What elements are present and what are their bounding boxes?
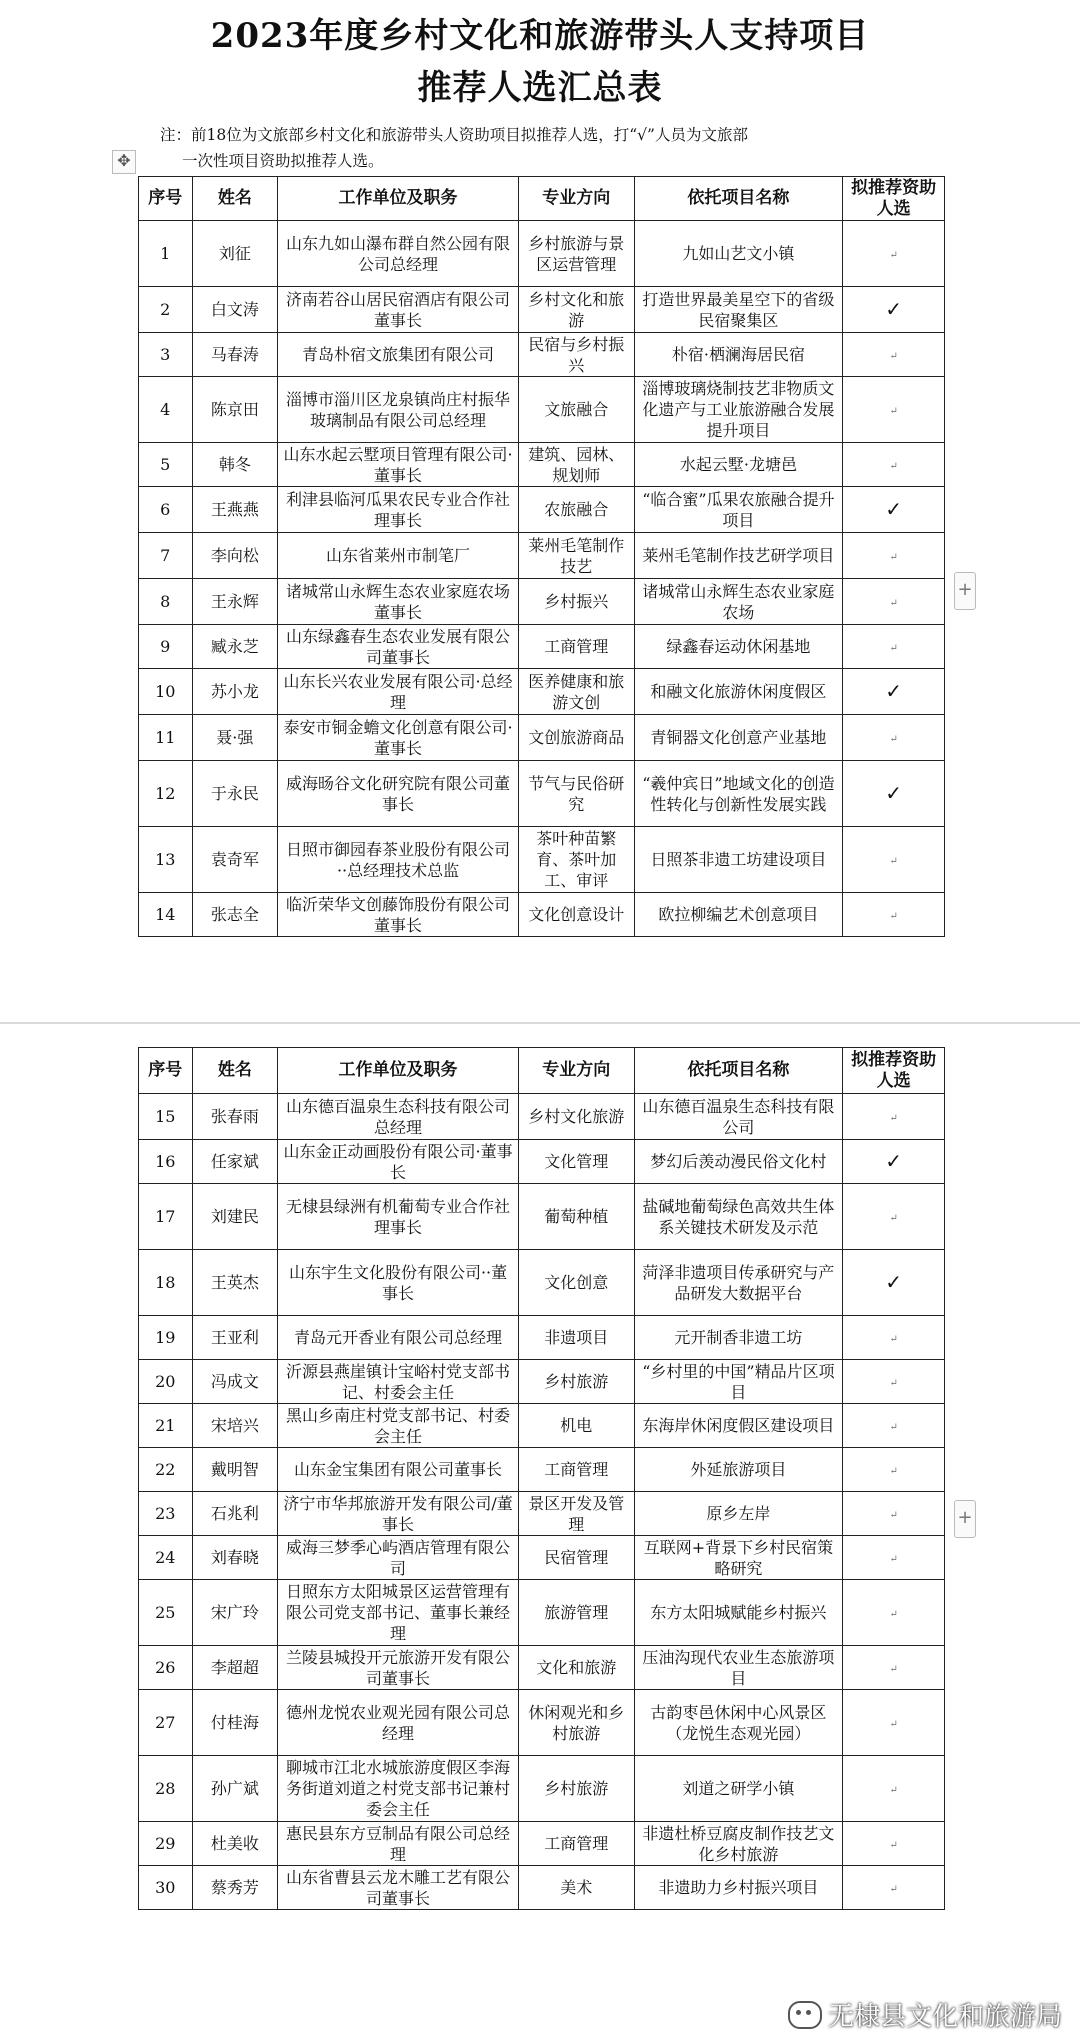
cell-direction: 莱州毛笔制作技艺 <box>518 533 634 579</box>
cell-name: 李超超 <box>192 1646 278 1690</box>
cell-direction: 旅游管理 <box>518 1580 634 1646</box>
watermark-text: 无棣县文化和旅游局 <box>827 2002 1062 2032</box>
cell-mark <box>843 1580 945 1646</box>
cell-direction: 景区开发及管理 <box>518 1492 634 1536</box>
cell-unit: 利津县临河瓜果农民专业合作社理事长 <box>278 487 519 533</box>
cell-unit: 山东水起云墅项目管理有限公司·董事长 <box>278 443 519 487</box>
check-mark-icon: ✓ <box>885 678 903 703</box>
cell-name: 刘征 <box>192 221 278 287</box>
table-row <box>139 625 945 669</box>
cell-direction: 机电 <box>518 1404 634 1448</box>
header-unit: 工作单位及职务 <box>278 1048 519 1094</box>
table-row <box>139 377 945 443</box>
header-mark: 拟推荐资助人选 <box>843 1048 945 1094</box>
cell-unit: 聊城市江北水城旅游度假区李海务街道刘道之村党支部书记兼村委会主任 <box>278 1756 519 1822</box>
table-row <box>139 221 945 287</box>
cell-direction: 乡村振兴 <box>518 579 634 625</box>
cell-direction: 民宿与乡村振兴 <box>518 333 634 377</box>
cell-mark <box>843 1094 945 1140</box>
paragraph-mark-icon: ↵ <box>889 1608 898 1620</box>
table-row <box>139 1866 945 1910</box>
cell-unit: 临沂荣华文创藤饰股份有限公司董事长 <box>278 893 519 937</box>
cell-project: 九如山艺文小镇 <box>634 221 843 287</box>
cell-name: 刘建民 <box>192 1184 278 1250</box>
cell-mark <box>843 1536 945 1580</box>
paragraph-mark-icon: ↵ <box>889 733 898 745</box>
cell-no: 18 <box>139 1250 193 1316</box>
paragraph-mark-icon: ↵ <box>889 597 898 609</box>
candidates-table-1 <box>138 176 945 937</box>
table-row <box>139 443 945 487</box>
cell-name: 冯成文 <box>192 1360 278 1404</box>
cell-no: 17 <box>139 1184 193 1250</box>
table-row <box>139 287 945 333</box>
table-row <box>139 1094 945 1140</box>
cell-mark <box>843 579 945 625</box>
cell-no: 3 <box>139 333 193 377</box>
cell-direction: 民宿管理 <box>518 1536 634 1580</box>
header-direction: 专业方向 <box>518 1048 634 1094</box>
cell-no: 2 <box>139 287 193 333</box>
cell-project: 和融文化旅游休闲度假区 <box>634 669 843 715</box>
paragraph-mark-icon: ↵ <box>889 1377 898 1389</box>
cell-mark <box>843 333 945 377</box>
table-row <box>139 533 945 579</box>
cell-mark <box>843 1360 945 1404</box>
cell-project: “临合蜜”瓜果农旅融合提升项目 <box>634 487 843 533</box>
cell-name: 王永辉 <box>192 579 278 625</box>
cell-unit: 惠民县东方豆制品有限公司总经理 <box>278 1822 519 1866</box>
cell-mark <box>843 1646 945 1690</box>
cell-mark <box>843 1492 945 1536</box>
cell-mark <box>843 827 945 893</box>
paragraph-mark-icon: ↵ <box>889 1333 898 1345</box>
paragraph-mark-icon: ↵ <box>889 910 898 922</box>
cell-no: 9 <box>139 625 193 669</box>
cell-mark <box>843 1756 945 1822</box>
cell-direction: 乡村文化旅游 <box>518 1094 634 1140</box>
cell-name: 张春雨 <box>192 1094 278 1140</box>
table-row <box>139 1184 945 1250</box>
cell-direction: 工商管理 <box>518 1448 634 1492</box>
document-title: 2023年度乡村文化和旅游带头人支持项目 <box>210 16 870 56</box>
cell-mark <box>843 1184 945 1250</box>
cell-project: 日照茶非遗工坊建设项目 <box>634 827 843 893</box>
paragraph-mark-icon: ↵ <box>889 1553 898 1565</box>
cell-unit: 青岛元开香业有限公司总经理 <box>278 1316 519 1360</box>
cell-name: 苏小龙 <box>192 669 278 715</box>
cell-unit: 山东金宝集团有限公司董事长 <box>278 1448 519 1492</box>
cell-unit: 山东九如山瀑布群自然公园有限公司总经理 <box>278 221 519 287</box>
cell-direction: 葡萄种植 <box>518 1184 634 1250</box>
cell-mark <box>843 1404 945 1448</box>
note-line-1: 注：前18位为文旅部乡村文化和旅游带头人资助项目拟推荐人选，打“√”人员为文旅部 <box>160 126 748 144</box>
cell-project: 山东德百温泉生态科技有限公司 <box>634 1094 843 1140</box>
cell-project: 非遗助力乡村振兴项目 <box>634 1866 843 1910</box>
cell-name: 臧永芝 <box>192 625 278 669</box>
cell-direction: 美术 <box>518 1866 634 1910</box>
cell-project: 朴宿·栖澜海居民宿 <box>634 333 843 377</box>
table-row <box>139 1250 945 1316</box>
table-row <box>139 1536 945 1580</box>
cell-mark <box>843 1140 945 1184</box>
paragraph-mark-icon: ↵ <box>889 1663 898 1675</box>
cell-unit: 无棣县绿洲有机葡萄专业合作社理事长 <box>278 1184 519 1250</box>
cell-project: 元开制香非遗工坊 <box>634 1316 843 1360</box>
cell-mark <box>843 377 945 443</box>
cell-mark <box>843 1448 945 1492</box>
cell-mark <box>843 443 945 487</box>
check-mark-icon: ✓ <box>885 296 903 321</box>
cell-name: 石兆利 <box>192 1492 278 1536</box>
paragraph-mark-icon: ↵ <box>889 1718 898 1730</box>
cell-unit: 山东长兴农业发展有限公司·总经理 <box>278 669 519 715</box>
check-mark-icon: ✓ <box>885 496 903 521</box>
table-row <box>139 1492 945 1536</box>
cell-direction: 节气与民俗研究 <box>518 761 634 827</box>
cell-direction: 农旅融合 <box>518 487 634 533</box>
table-row <box>139 1448 945 1492</box>
paragraph-mark-icon: ↵ <box>889 1839 898 1851</box>
check-mark-icon: ✓ <box>885 1148 903 1173</box>
cell-project: 梦幻后羡动漫民俗文化村 <box>634 1140 843 1184</box>
cell-name: 孙广斌 <box>192 1756 278 1822</box>
table-row <box>139 715 945 761</box>
cell-mark <box>843 1250 945 1316</box>
note-text <box>160 122 930 174</box>
table-row <box>139 1756 945 1822</box>
cell-mark <box>843 287 945 333</box>
cell-mark <box>843 715 945 761</box>
cell-name: 聂·强 <box>192 715 278 761</box>
cell-name: 宋广玲 <box>192 1580 278 1646</box>
cell-name: 任家斌 <box>192 1140 278 1184</box>
cell-project: 原乡左岸 <box>634 1492 843 1536</box>
paragraph-mark-icon: ↵ <box>889 460 898 472</box>
cell-no: 25 <box>139 1580 193 1646</box>
cell-no: 7 <box>139 533 193 579</box>
cell-project: 刘道之研学小镇 <box>634 1756 843 1822</box>
check-mark-icon: ✓ <box>885 1269 903 1294</box>
cell-mark <box>843 487 945 533</box>
cell-unit: 山东省曹县云龙木雕工艺有限公司董事长 <box>278 1866 519 1910</box>
cell-project: 莱州毛笔制作技艺研学项目 <box>634 533 843 579</box>
paragraph-mark-icon: ↵ <box>889 551 898 563</box>
candidates-table-2 <box>138 1047 945 1910</box>
cell-name: 白文涛 <box>192 287 278 333</box>
cell-no: 20 <box>139 1360 193 1404</box>
cell-name: 杜美收 <box>192 1822 278 1866</box>
cell-direction: 文旅融合 <box>518 377 634 443</box>
header-no: 序号 <box>139 177 193 221</box>
cell-no: 4 <box>139 377 193 443</box>
table-row <box>139 761 945 827</box>
cell-project: 东海岸休闲度假区建设项目 <box>634 1404 843 1448</box>
cell-direction: 文化创意设计 <box>518 893 634 937</box>
paragraph-mark-icon: ↵ <box>889 1509 898 1521</box>
cell-mark <box>843 1316 945 1360</box>
cell-project: 盐碱地葡萄绿色高效共生体系关键技术研发及示范 <box>634 1184 843 1250</box>
table-row <box>139 1822 945 1866</box>
cell-no: 14 <box>139 893 193 937</box>
cell-name: 于永民 <box>192 761 278 827</box>
table-row <box>139 1404 945 1448</box>
table-row <box>139 333 945 377</box>
header-name: 姓名 <box>192 1048 278 1094</box>
cell-unit: 泰安市铜金蟾文化创意有限公司·董事长 <box>278 715 519 761</box>
paragraph-mark-icon: ↵ <box>889 1883 898 1895</box>
cell-project: 诸城常山永辉生态农业家庭农场 <box>634 579 843 625</box>
paragraph-mark-icon: ↵ <box>889 405 898 417</box>
cell-unit: 山东省莱州市制笔厂 <box>278 533 519 579</box>
table-row <box>139 1316 945 1360</box>
publisher-watermark <box>788 1996 1062 2033</box>
cell-no: 6 <box>139 487 193 533</box>
cell-unit: 黑山乡南庄村党支部书记、村委会主任 <box>278 1404 519 1448</box>
cell-no: 21 <box>139 1404 193 1448</box>
cell-project: 绿鑫春运动休闲基地 <box>634 625 843 669</box>
cell-project: 古韵枣邑休闲中心风景区（龙悦生态观光园） <box>634 1690 843 1756</box>
document-page-2 <box>0 1022 1080 2041</box>
cell-direction: 乡村旅游与景区运营管理 <box>518 221 634 287</box>
cell-project: 欧拉柳编艺术创意项目 <box>634 893 843 937</box>
table-row <box>139 893 945 937</box>
cell-no: 16 <box>139 1140 193 1184</box>
table-header-row <box>139 177 945 221</box>
cell-mark <box>843 761 945 827</box>
paragraph-mark-icon: ↵ <box>889 1465 898 1477</box>
cell-mark <box>843 221 945 287</box>
cell-no: 8 <box>139 579 193 625</box>
cell-mark <box>843 893 945 937</box>
cell-unit: 山东金正动画股份有限公司·董事长 <box>278 1140 519 1184</box>
cell-unit: 济宁市华邦旅游开发有限公司/董事长 <box>278 1492 519 1536</box>
cell-mark <box>843 1822 945 1866</box>
cell-unit: 威海三梦季心屿酒店管理有限公司 <box>278 1536 519 1580</box>
cell-no: 19 <box>139 1316 193 1360</box>
table-row <box>139 669 945 715</box>
table-row <box>139 487 945 533</box>
cell-name: 李向松 <box>192 533 278 579</box>
cell-no: 15 <box>139 1094 193 1140</box>
cell-unit: 日照市御园春茶业股份有限公司··总经理技术总监 <box>278 827 519 893</box>
table-row <box>139 827 945 893</box>
cell-name: 韩冬 <box>192 443 278 487</box>
cell-no: 28 <box>139 1756 193 1822</box>
cell-direction: 文创旅游商品 <box>518 715 634 761</box>
document-subtitle: 推荐人选汇总表 <box>417 68 663 108</box>
cell-project: “乡村里的中国”精品片区项目 <box>634 1360 843 1404</box>
cell-direction: 医养健康和旅游文创 <box>518 669 634 715</box>
cell-name: 陈京田 <box>192 377 278 443</box>
table-move-handle-icon[interactable]: ✥ <box>112 150 136 174</box>
cell-name: 刘春晓 <box>192 1536 278 1580</box>
cell-project: 水起云墅·龙塘邑 <box>634 443 843 487</box>
cell-unit: 山东宇生文化股份有限公司··董事长 <box>278 1250 519 1316</box>
cell-no: 29 <box>139 1822 193 1866</box>
cell-name: 王燕燕 <box>192 487 278 533</box>
cell-no: 1 <box>139 221 193 287</box>
cell-project: 打造世界最美星空下的省级民宿聚集区 <box>634 287 843 333</box>
cell-direction: 工商管理 <box>518 625 634 669</box>
cell-direction: 非遗项目 <box>518 1316 634 1360</box>
paragraph-mark-icon: ↵ <box>889 1421 898 1433</box>
cell-mark <box>843 669 945 715</box>
cell-no: 26 <box>139 1646 193 1690</box>
cell-direction: 茶叶种苗繁育、茶叶加工、审评 <box>518 827 634 893</box>
header-unit: 工作单位及职务 <box>278 177 519 221</box>
cell-direction: 乡村文化和旅游 <box>518 287 634 333</box>
cell-name: 戴明智 <box>192 1448 278 1492</box>
header-mark: 拟推荐资助人选 <box>843 177 945 221</box>
cell-no: 23 <box>139 1492 193 1536</box>
table-row <box>139 1360 945 1404</box>
cell-no: 27 <box>139 1690 193 1756</box>
cell-name: 王亚利 <box>192 1316 278 1360</box>
cell-project: 压油沟现代农业生态旅游项目 <box>634 1646 843 1690</box>
paragraph-mark-icon: ↵ <box>889 1784 898 1796</box>
cell-no: 30 <box>139 1866 193 1910</box>
cell-mark <box>843 533 945 579</box>
paragraph-mark-icon: ↵ <box>889 1112 898 1124</box>
table-row <box>139 1580 945 1646</box>
header-direction: 专业方向 <box>518 177 634 221</box>
cell-project: “羲仲宾日”地域文化的创造性转化与创新性发展实践 <box>634 761 843 827</box>
cell-project: 青铜器文化创意产业基地 <box>634 715 843 761</box>
cell-project: 菏泽非遗项目传承研究与产品研发大数据平台 <box>634 1250 843 1316</box>
cell-unit: 青岛朴宿文旅集团有限公司 <box>278 333 519 377</box>
cell-direction: 工商管理 <box>518 1822 634 1866</box>
cell-no: 11 <box>139 715 193 761</box>
cell-no: 12 <box>139 761 193 827</box>
cell-unit: 济南若谷山居民宿酒店有限公司董事长 <box>278 287 519 333</box>
cell-project: 外延旅游项目 <box>634 1448 843 1492</box>
cell-unit: 兰陵县城投开元旅游开发有限公司董事长 <box>278 1646 519 1690</box>
cell-no: 5 <box>139 443 193 487</box>
paragraph-mark-icon: ↵ <box>889 249 898 261</box>
cell-unit: 山东德百温泉生态科技有限公司总经理 <box>278 1094 519 1140</box>
cell-project: 互联网+背景下乡村民宿策略研究 <box>634 1536 843 1580</box>
cell-direction: 休闲观光和乡村旅游 <box>518 1690 634 1756</box>
cell-name: 张志全 <box>192 893 278 937</box>
cell-direction: 乡村旅游 <box>518 1756 634 1822</box>
header-no: 序号 <box>139 1048 193 1094</box>
cell-no: 10 <box>139 669 193 715</box>
cell-unit: 沂源县燕崖镇计宝峪村党支部书记、村委会主任 <box>278 1360 519 1404</box>
cell-name: 宋培兴 <box>192 1404 278 1448</box>
cell-project: 东方太阳城赋能乡村振兴 <box>634 1580 843 1646</box>
table-row <box>139 1140 945 1184</box>
note-line-2: 一次性项目资助拟推荐人选。 <box>182 152 384 170</box>
table-header-row <box>139 1048 945 1094</box>
cell-direction: 文化创意 <box>518 1250 634 1316</box>
cell-unit: 山东绿鑫春生态农业发展有限公司董事长 <box>278 625 519 669</box>
cell-mark <box>843 1690 945 1756</box>
cell-no: 22 <box>139 1448 193 1492</box>
paragraph-mark-icon: ↵ <box>889 642 898 654</box>
table-row <box>139 1690 945 1756</box>
add-column-icon[interactable]: + <box>954 572 976 610</box>
cell-unit: 诸城常山永辉生态农业家庭农场董事长 <box>278 579 519 625</box>
document-page-1 <box>0 0 1080 1020</box>
paragraph-mark-icon: ↵ <box>889 350 898 362</box>
table-row <box>139 1646 945 1690</box>
wechat-icon <box>788 2001 822 2029</box>
cell-direction: 文化和旅游 <box>518 1646 634 1690</box>
add-column-icon[interactable]: + <box>954 1500 976 1538</box>
cell-mark <box>843 1866 945 1910</box>
cell-unit: 淄博市淄川区龙泉镇尚庄村振华玻璃制品有限公司总经理 <box>278 377 519 443</box>
cell-direction: 乡村旅游 <box>518 1360 634 1404</box>
cell-name: 王英杰 <box>192 1250 278 1316</box>
cell-no: 13 <box>139 827 193 893</box>
cell-name: 付桂海 <box>192 1690 278 1756</box>
cell-name: 马春涛 <box>192 333 278 377</box>
paragraph-mark-icon: ↵ <box>889 1212 898 1224</box>
header-project: 依托项目名称 <box>634 1048 843 1094</box>
cell-name: 袁奇军 <box>192 827 278 893</box>
paragraph-mark-icon: ↵ <box>889 855 898 867</box>
cell-project: 淄博玻璃烧制技艺非物质文化遗产与工业旅游融合发展提升项目 <box>634 377 843 443</box>
cell-direction: 文化管理 <box>518 1140 634 1184</box>
cell-no: 24 <box>139 1536 193 1580</box>
cell-direction: 建筑、园林、规划师 <box>518 443 634 487</box>
header-name: 姓名 <box>192 177 278 221</box>
cell-name: 蔡秀芳 <box>192 1866 278 1910</box>
cell-project: 非遗杜桥豆腐皮制作技艺文化乡村旅游 <box>634 1822 843 1866</box>
check-mark-icon: ✓ <box>885 780 903 805</box>
cell-mark <box>843 625 945 669</box>
header-project: 依托项目名称 <box>634 177 843 221</box>
cell-unit: 德州龙悦农业观光园有限公司总经理 <box>278 1690 519 1756</box>
cell-unit: 威海旸谷文化研究院有限公司董事长 <box>278 761 519 827</box>
table-row <box>139 579 945 625</box>
cell-unit: 日照东方太阳城景区运营管理有限公司党支部书记、董事长兼经理 <box>278 1580 519 1646</box>
